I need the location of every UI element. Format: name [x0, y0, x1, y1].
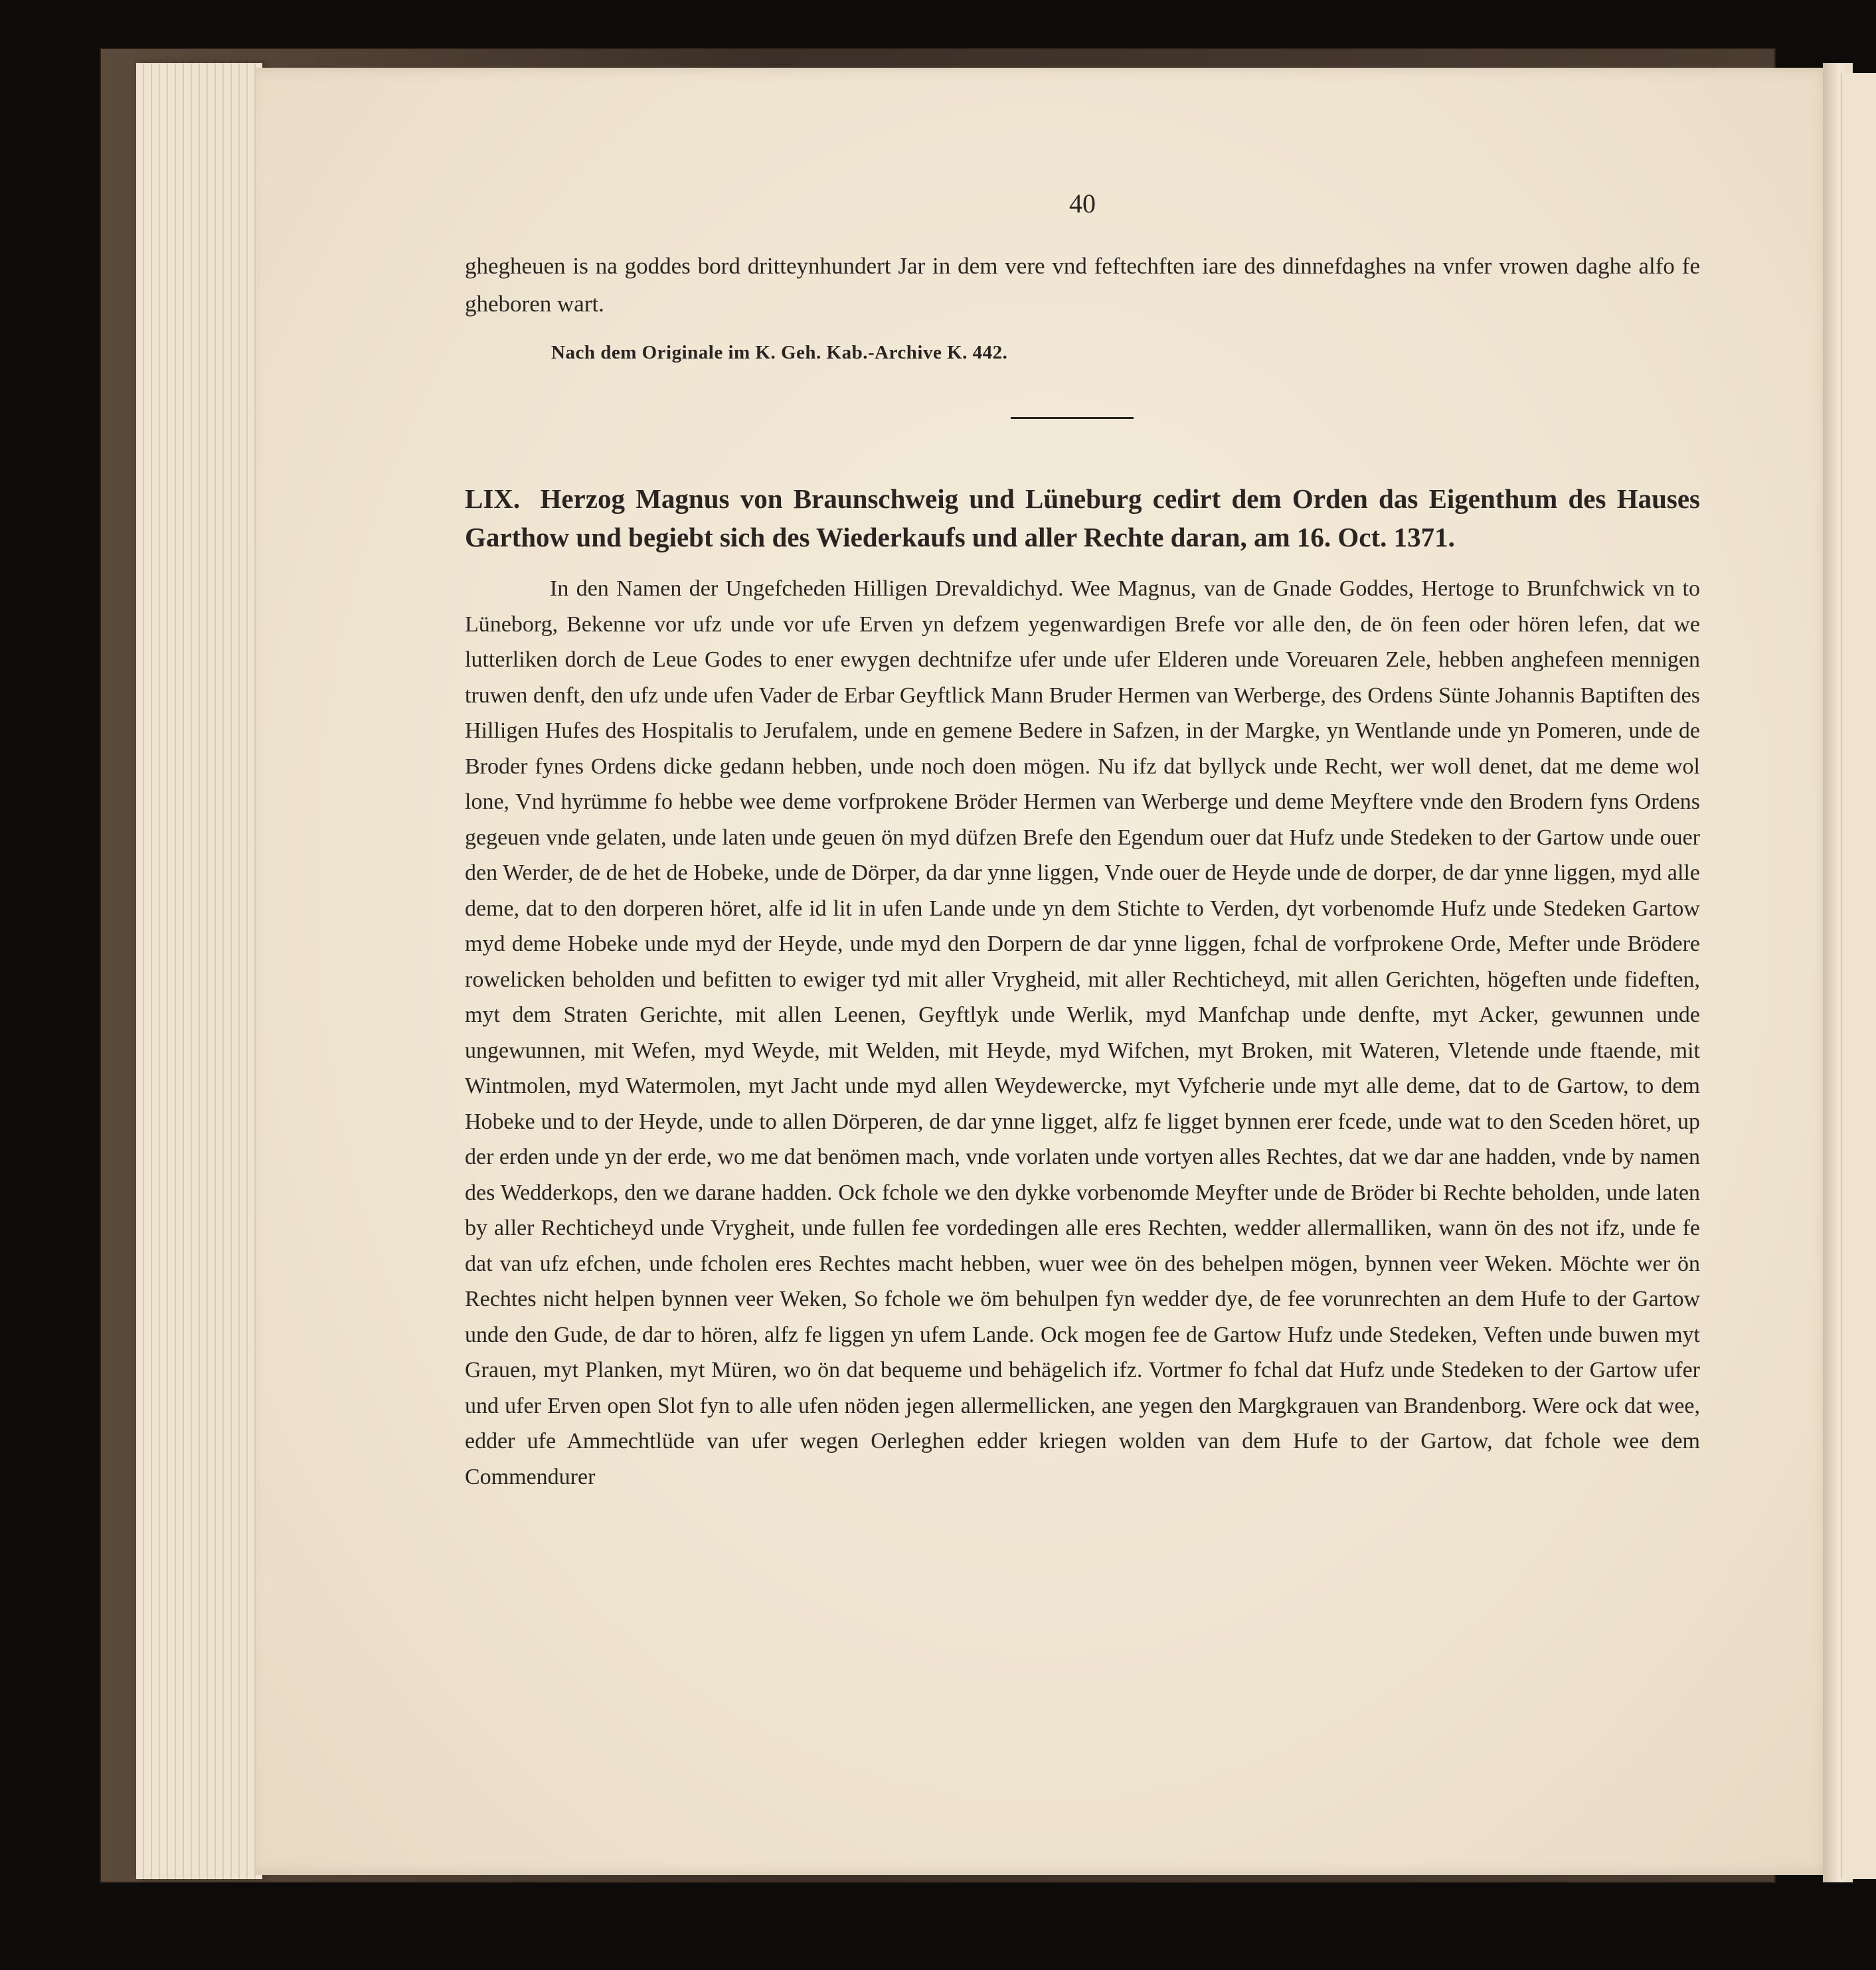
facing-page-edge — [1841, 73, 1876, 1879]
continued-paragraph: ghegheuen is na goddes bord dritteynhundert Jar in dem vere vnd feftechften iare des dinnefdaghes na vnfer vrowen daghe alfo fe gheboren wart. — [465, 253, 1700, 317]
document-heading — [465, 479, 1700, 556]
source-note: Nach dem Originale im K. Geh. Kab.-Archive K. 442. — [551, 342, 1008, 363]
section-divider — [1011, 417, 1134, 419]
page-stack-edge — [136, 63, 262, 1879]
document-title: Herzog Magnus von Braunschweig und Lüneburg cedirt dem Orden das Eigenthum des Hauses Garthow und begiebt sich des Wiederkaufs und aller Rechte daran, am 16. Oct. 1371. — [465, 483, 1701, 552]
document-number: LIX. — [465, 483, 521, 514]
body-paragraph: In den Namen der Ungefcheden Hilligen Drevaldichyd. Wee Magnus, van de Gnade Goddes, Hertoge to Brunfchwick vn to Lüneborg, Bekenne vor ufz unde vor ufe Erven yn defzem yegenwardigen Brefe vor alle den, de ön feen oder hören lefen, dat we lutterliken dorch de Leue Godes to ener ewygen dechtnifze ufer unde ufer Elderen unde Voreuaren Zele, hebben anghefeen mennigen truwen denft, den ufz unde ufen Vader de Erbar Geyftlick Mann Bruder Hermen van Werberge, des Ordens Sünte Johannis Baptiften des Hilligen Hufes des Hospitalis to Jerufalem, unde en gemene Bedere in Safzen, in der Margke, yn Wentlande unde yn Pomeren, unde de Broder fynes Ordens dicke gedann hebben, unde noch doen mögen. Nu ifz dat byllyck unde Recht, wer woll denet, dat me deme wol lone, Vnd hyrümme fo hebbe wee deme vorfprokene Bröder Hermen van Werberge und deme Meyftere vnde den Brodern fyns Ordens gegeuen vnde gelaten, unde laten unde geuen ön myd düfzen Brefe den Egendum ouer dat Hufz unde Stedeken to der Gartow unde ouer den Werder, de de het de Hobeke, unde de Dörper, da dar ynne liggen, Vnde ouer de Heyde unde de dorper, de dar ynne liggen, myd alle deme, dat to den dorperen höret, alfe id lit in ufen Lande unde yn dem Stichte to Verden, dyt vorbenomde Hufz unde Stedeken Gartow myd deme Hobeke unde myd der Heyde, unde myd den Dorpern de dar ynne liggen, fchal de vorfprokene Orde, Mefter unde Brödere rowelicken beholden und befitten to ewiger tyd mit aller Vrygheid, mit aller Rechticheyd, mit allen Gerichten, högeften unde fideften, myt dem Straten Gerichte, mit allen Leenen, Geyftlyk unde Werlik, myd Manfchap unde denfte, myt Acker, gewunnen unde ungewunnen, mit Wefen, myd Weyde, mit Welden, mit Heyde, myd Wifchen, myt Broken, mit Wateren, Vletende unde ftaende, mit Wintmolen, myd Watermolen, myt Jacht unde myd allen Weydewercke, myt Vyfcherie unde myt alle deme, dat to de Gartow, to dem Hobeke und to der Heyde, unde to allen Dörperen, de dar ynne ligget, alfz fe ligget bynnen erer fcede, unde wat to den Sceden höret, up der erden unde yn der erde, wo me dat benömen mach, vnde vorlaten unde vortyen alles Rechtes, dat we dar ane hadden, vnde by namen des Wedderkops, den we darane hadden. Ock fchole we den dykke vorbenomde Meyfter unde de Bröder bi Rechte beholden, unde laten by aller Rechticheyd unde Vrygheit, unde fullen fee vordedingen alle eres Rechten, wedder allermalliken, wann ön des not ifz, unde fe dat van ufz efchen, unde fcholen eres Rechtes macht hebben, wuer wee ön des behelpen mögen, bynnen veer Weken. Möchte wer ön Rechtes nicht helpen bynnen veer Weken, So fchole we öm behulpen fyn wedder dye, de fee vorunrechten an dem Hufe to der Gartow unde den Gude, de dar to hören, alfz fe liggen yn ufem Lande. Ock mogen fee de Gartow Hufz unde Stedeken, Veften unde buwen myt Grauen, myt Planken, myt Müren, wo ön dat bequeme und behägelich ifz. Vortmer fo fchal dat Hufz unde Stedeken to der Gartow ufer und ufer Erven open Slot fyn to alle ufen nöden jegen allermellicken, ane yegen den Margkgrauen van Brandenborg. Were ock dat wee, edder ufe Ammechtlüde van ufer wegen Oerleghen edder kriegen wolden van dem Hufe to der Gartow, dat fchole wee dem Commendurer — [465, 576, 1700, 1489]
page-number: 40 — [1069, 189, 1096, 218]
document-body — [465, 571, 1700, 1495]
continued-text — [465, 247, 1700, 323]
